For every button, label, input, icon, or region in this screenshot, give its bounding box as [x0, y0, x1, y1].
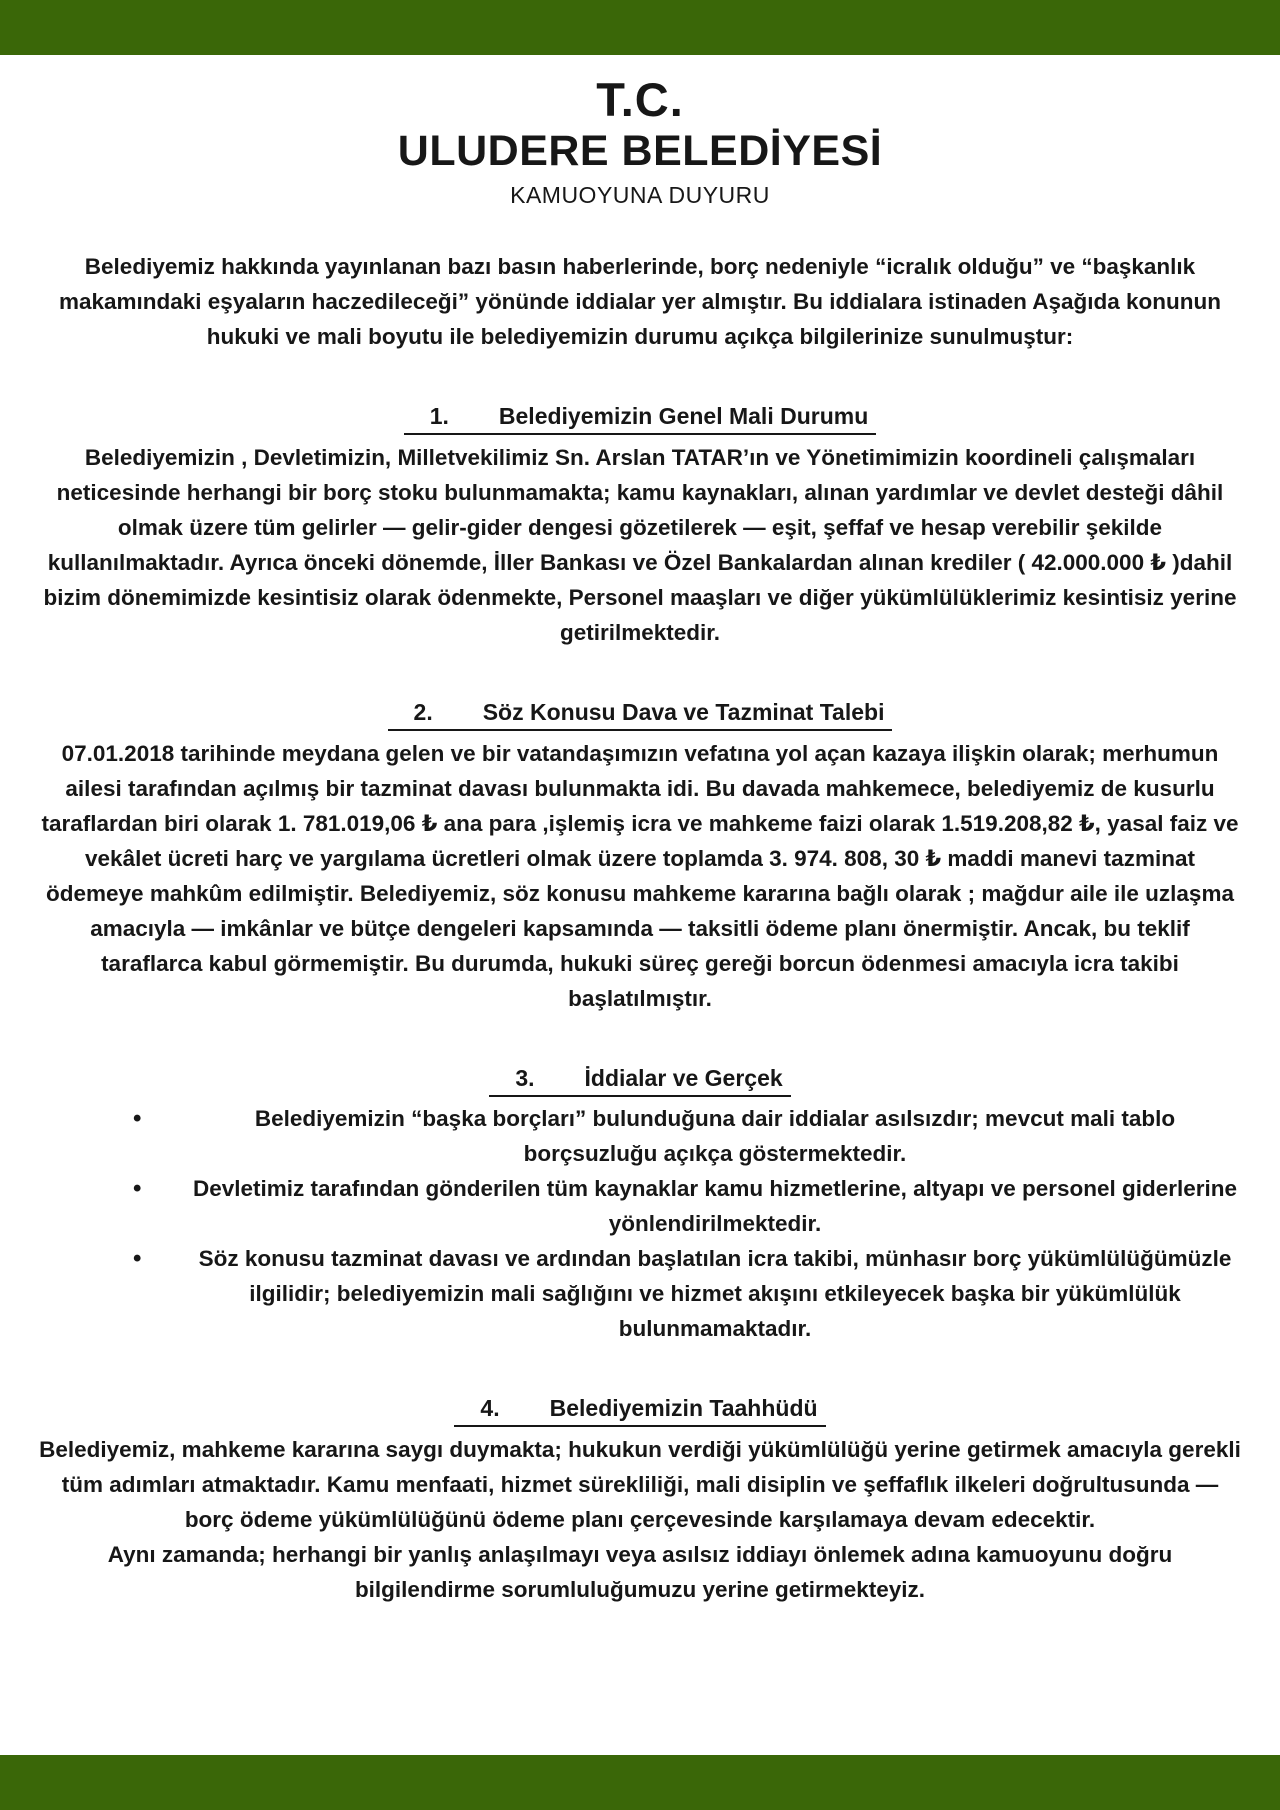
- document-content: [0, 55, 1280, 1607]
- section-3-title: İddialar ve Gerçek: [584, 1065, 783, 1092]
- section-4-heading-underline: [454, 1392, 825, 1427]
- bullet-3-text: Söz konusu tazminat davası ve ardından başlatılan icra takibi, münhasır borç yükümlülüğümüzle ilgilidir; belediyemizin mali sağlığını ve hizmet akışını etkileyecek başka bir yükümlülük bulunmamaktadır.: [198, 1246, 1232, 1342]
- bottom-green-bar: [0, 1755, 1280, 1810]
- bullet-icon: •: [133, 1105, 142, 1133]
- closing-paragraph: Aynı zamanda; herhangi bir yanlış anlaşılmayı veya asılsız iddiayı önlemek adına kamuoyunu doğru bilgilendirme sorumluluğumuzu yerine getirmekteyiz.: [107, 1542, 1173, 1603]
- section-1-title: Belediyemizin Genel Mali Durumu: [498, 403, 869, 430]
- list-item: [38, 1171, 1242, 1241]
- section-2-title: Söz Konusu Dava ve Tazminat Talebi: [482, 699, 885, 726]
- document-subtitle: KAMUOYUNA DUYURU: [510, 182, 770, 209]
- list-item: [38, 1241, 1242, 1346]
- section-4-title: Belediyemizin Taahhüdü: [549, 1395, 818, 1422]
- section-1-body: Belediyemizin , Devletimizin, Milletvekilimiz Sn. Arslan TATAR’ın ve Yönetimimizin koordineli çalışmaları neticesinde herhangi bir borç stoku bulunmamakta; kamu kaynakları, alınan yardımlar ve devlet desteği dâhil olmak üzere tüm gelirler — gelir-gider dengesi gözetilerek — eşit, şeffaf ve hesap verebilir şekilde kullanılmaktadır. Ayrıca önceki dönemde, İller Bankası ve Özel Bankalardan alınan krediler ( 42.000.000 ₺ )dahil bizim dönemimizde kesintisiz olarak ödenmekte, Personel maaşları ve diğer yükümlülüklerimiz kesintisiz yerine getirilmektedir.: [43, 445, 1237, 646]
- section-2-body: 07.01.2018 tarihinde meydana gelen ve bir vatandaşımızın vefatına yol açan kazaya ilişkin olarak; merhumun ailesi tarafından açılmış bir tazminat davası bulunmakta idi. Bu davada mahkemece, belediyemiz de kusurlu taraflardan biri olarak 1. 781.019,06 ₺ ana para ,işlemiş icra ve mahkeme faizi olarak 1.519.208,82 ₺, yasal faiz ve vekâlet ücreti harç ve yargılama ücretleri olmak üzere toplamda 3. 974. 808, 30 ₺ maddi manevi tazminat ödemeye mahkûm edilmiştir. Belediyemiz, söz konusu mahkeme kararına bağlı olarak ; mağdur aile ile uzlaşma amacıyla — imkânlar ve bütçe dengeleri kapsamında — taksitli ödeme planı önermiştir. Ancak, bu teklif taraflarca kabul görmemiştir. Bu durumda, hukuki süreç gereği borcun ödenmesi amacıyla icra takibi başlatılmıştır.: [41, 741, 1239, 1012]
- section-1-heading: [38, 400, 1242, 435]
- section-3-heading: [38, 1062, 1242, 1097]
- top-green-bar: [0, 0, 1280, 55]
- section-1-number: 1.: [429, 403, 449, 430]
- section-3-heading-underline: [489, 1062, 790, 1097]
- bullet-icon: •: [133, 1175, 142, 1203]
- bullet-2-text: Devletimiz tarafından gönderilen tüm kaynaklar kamu hizmetlerine, altyapı ve personel giderlerine yönlendirilmektedir.: [192, 1176, 1238, 1237]
- section-2-heading-underline: [388, 696, 893, 731]
- section-4-heading: [38, 1392, 1242, 1427]
- state-title: T.C.: [596, 73, 684, 126]
- bullet-icon: •: [133, 1245, 142, 1273]
- section-4-number: 4.: [480, 1395, 500, 1422]
- section-2-number: 2.: [413, 699, 433, 726]
- section-3-number: 3.: [515, 1065, 535, 1092]
- municipality-title: ULUDERE BELEDİYESİ: [397, 127, 883, 176]
- bullet-1-text: Belediyemizin “başka borçları” bulunduğuna dair iddialar asılsızdır; mevcut mali tablo borçsuzluğu açıkça göstermektedir.: [254, 1106, 1176, 1167]
- section-2-heading: [38, 696, 1242, 731]
- section-1-heading-underline: [404, 400, 877, 435]
- intro-paragraph: Belediyemiz hakkında yayınlanan bazı basın haberlerinde, borç nedeniyle “icralık olduğu” ve “başkanlık makamındaki eşyaların haczedileceği” yönünde iddialar yer almıştır. Bu iddialara istinaden Aşağıda konunun hukuki ve mali boyutu ile belediyemizin durumu açıkça bilgilerinize sunulmuştur:: [58, 254, 1222, 350]
- list-item: [38, 1101, 1242, 1171]
- section-4-body: Belediyemiz, mahkeme kararına saygı duymakta; hukukun verdiği yükümlülüğü yerine getirmek amacıyla gerekli tüm adımları atmaktadır. Kamu menfaati, hizmet sürekliliği, mali disiplin ve şeffaflık ilkeleri doğrultusunda — borç ödeme yükümlülüğünü ödeme planı çerçevesinde karşılamaya devam edecektir.: [39, 1437, 1241, 1533]
- claims-bullet-list: [38, 1101, 1242, 1346]
